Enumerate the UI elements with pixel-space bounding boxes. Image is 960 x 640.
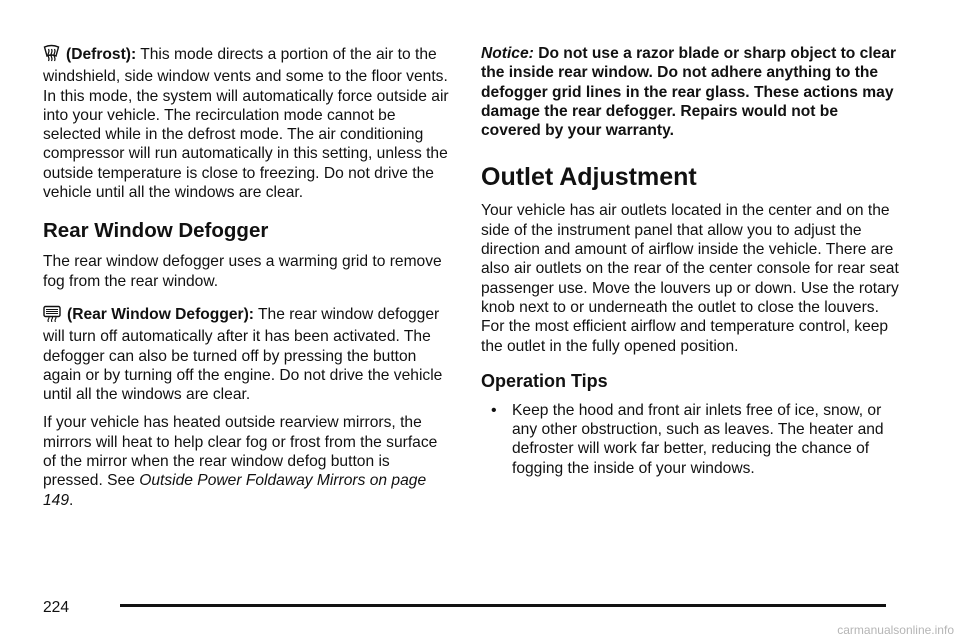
rear-defogger-lead: The rear window <box>253 305 374 323</box>
rear-window-defog-icon <box>43 305 61 327</box>
left-column <box>43 44 453 510</box>
rear-defogger-paragraph <box>43 305 453 404</box>
heated-mirrors-text: If your vehicle has heated outside rearview mirrors, the mirrors will heat to help clear fog or frost from the surface of the mirror when the rear window defog button is pressed. See <box>43 414 438 490</box>
windshield-defrost-icon <box>43 44 60 67</box>
outlet-adjustment-heading: Outlet Adjustment <box>481 163 697 192</box>
defrost-label: (Defrost): <box>66 46 137 63</box>
rear-defogger-label: (Rear Window Defogger): <box>67 305 254 323</box>
tip-text: Keep the hood and front air inlets free of ice, snow, or any other obstruction, such as leaves. The heater and defroster will work far better, reducing the chance of fogging the inside of your windows. <box>512 401 884 477</box>
notice-label: Notice: <box>481 45 534 62</box>
rear-defogger-body: defogger will turn off automatically after it has been activated. The defogger can also be turned off by pressing the button again or by turning off the engine. Do not drive the vehicle until all the windows are clear. <box>43 305 443 404</box>
watermark: carmanualsonline.info <box>837 623 954 637</box>
list-item <box>481 401 901 478</box>
footer-rule <box>120 604 886 607</box>
defrost-lead: This mode directs a portion of the <box>136 46 372 63</box>
notice-paragraph <box>481 44 901 140</box>
bullet-glyph: • <box>491 401 497 419</box>
outlet-adjustment-body: Your vehicle has air outlets located in the center and on the side of the instrument panel that allow you to adjust the direction and amount of airflow inside the vehicle. There are also air outlets on the rear of the center console for rear seat passenger use. Move the louvers up or down. Use the rotary knob next to or underneath the outlet to close the louvers. For the most efficient airflow and temperature control, keep the outlet in the fully opened position. <box>481 202 899 355</box>
right-column <box>481 44 901 478</box>
defrost-paragraph <box>43 44 453 202</box>
heated-mirrors-paragraph <box>43 413 453 509</box>
rear-defogger-heading: Rear Window Defogger <box>43 219 269 243</box>
rear-defogger-intro: The rear window defogger uses a warming grid to remove fog from the rear window. <box>43 253 442 290</box>
page-number: 224 <box>43 599 70 616</box>
notice-text: Do not use a razor blade or sharp object to clear the inside rear window. Do not adhere anything to the defogger grid lines in the rear glass. These actions may damage the rear defogger. Repairs would not be covered by your warranty. <box>481 45 897 140</box>
mirrors-end: . <box>69 491 74 509</box>
mirrors-page-reference: Outside Power Foldaway Mirrors on page 149 <box>43 472 427 509</box>
defrost-body: air to the windshield, side window vents and some to the floor vents. In this mode, the system will automatically force outside air into your vehicle. The recirculation mode cannot be selected while in the defrost mode. The air conditioning compressor will run automatically in this setting, unless the outside temperature is close to freezing. Do not drive the vehicle until all the windows are clear. <box>43 46 449 202</box>
operation-tips-heading: Operation Tips <box>481 370 608 391</box>
